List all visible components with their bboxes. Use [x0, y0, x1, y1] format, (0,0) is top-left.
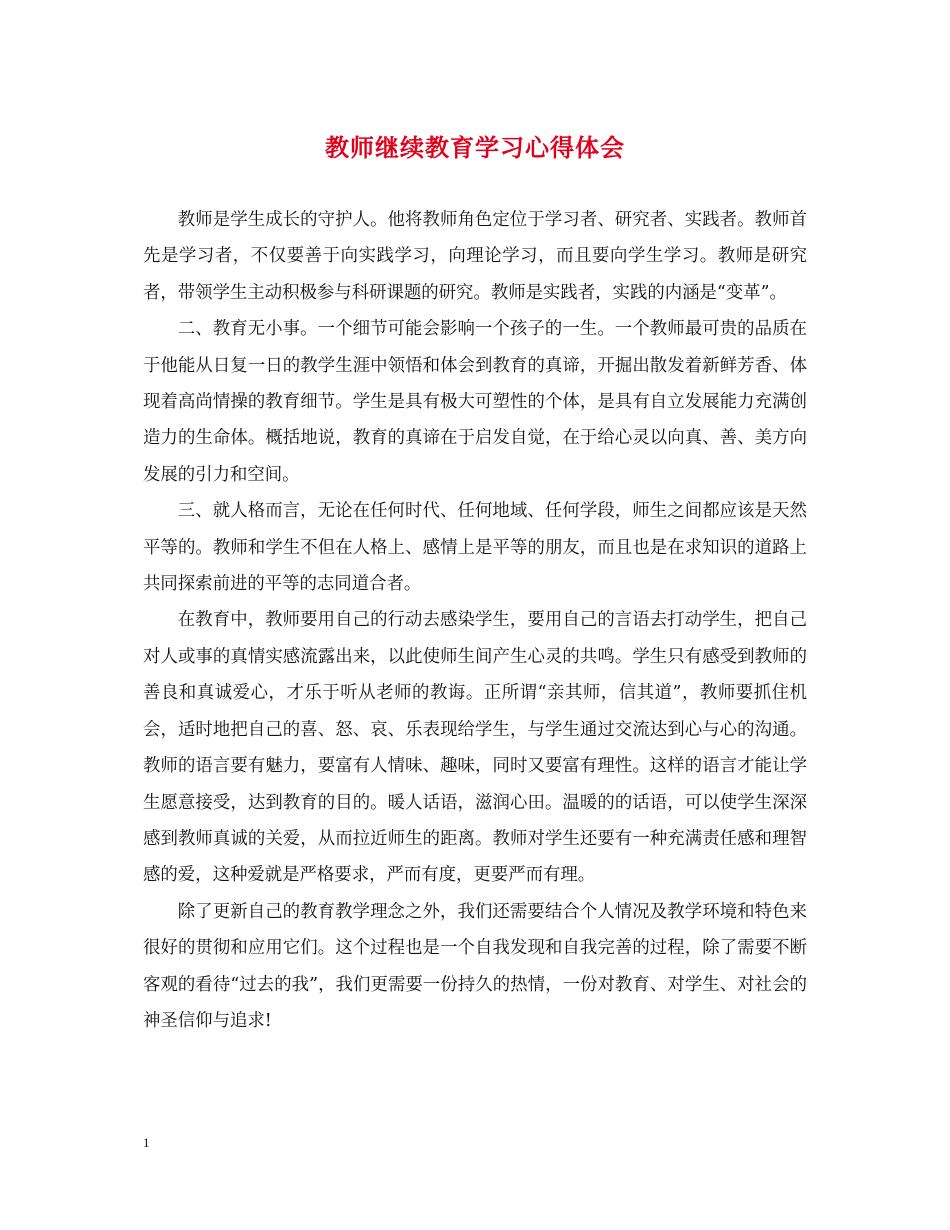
- paragraph-4: 在教育中，教师要用自己的行动去感染学生，要用自己的言语去打动学生，把自己对人或事的真情实感流露出来，以此使师生间产生心灵的共鸣。学生只有感受到教师的善良和真诚爱心，才乐于听从老师的教诲。正所谓“亲其师，信其道”，教师要抓住机会，适时地把自己的喜、怒、哀、乐表现给学生，与学生通过交流达到心与心的沟通。教师的语言要有魅力，要富有人情味、趣味，同时又要富有理性。这样的语言才能让学生愿意接受，达到教育的目的。暖人话语，滋润心田。温暖的的话语，可以使学生深深感到教师真诚的关爱，从而拉近师生的距离。教师对学生还要有一种充满责任感和理智感的爱，这种爱就是严格要求，严而有度，更要严而有理。: [143, 610, 807, 886]
- paragraph-3: 三、就人格而言，无论在任何时代、任何地域、任何学段，师生之间都应该是天然平等的。教师和学生不但在人格上、感情上是平等的朋友，而且也是在求知识的道路上共同探索前进的平等的志同道合者。: [143, 501, 807, 595]
- paragraph-2: 二、教育无小事。一个细节可能会影响一个孩子的一生。一个教师最可贵的品质在于他能从日复一日的教学生涯中领悟和体会到教育的真谛，开掘出散发着新鲜芳香、体现着高尚情操的教育细节。学生是具有极大可塑性的个体，是具有自立发展能力充满创造力的生命体。概括地说，教育的真谛在于启发自觉，在于给心灵以向真、善、美方向发展的引力和空间。: [143, 319, 807, 485]
- paragraph-5: 除了更新自己的教育教学理念之外，我们还需要结合个人情况及教学环境和特色来很好的贯彻和应用它们。这个过程也是一个自我发现和自我完善的过程，除了需要不断客观的看待“过去的我”，我们更需要一份持久的热情，一份对教育、对学生、对社会的神圣信仰与追求!: [143, 901, 807, 1031]
- document-title: 教师继续教育学习心得体会: [325, 133, 625, 162]
- paragraph-1: 教师是学生成长的守护人。他将教师角色定位于学习者、研究者、实践者。教师首先是学习者，不仅要善于向实践学习，向理论学习，而且要向学生学习。教师是研究者，带领学生主动积极参与科研课题的研究。教师是实践者，实践的内涵是“变革”。: [143, 210, 807, 303]
- page-number: 1: [143, 1135, 150, 1150]
- document-body: [143, 202, 807, 1039]
